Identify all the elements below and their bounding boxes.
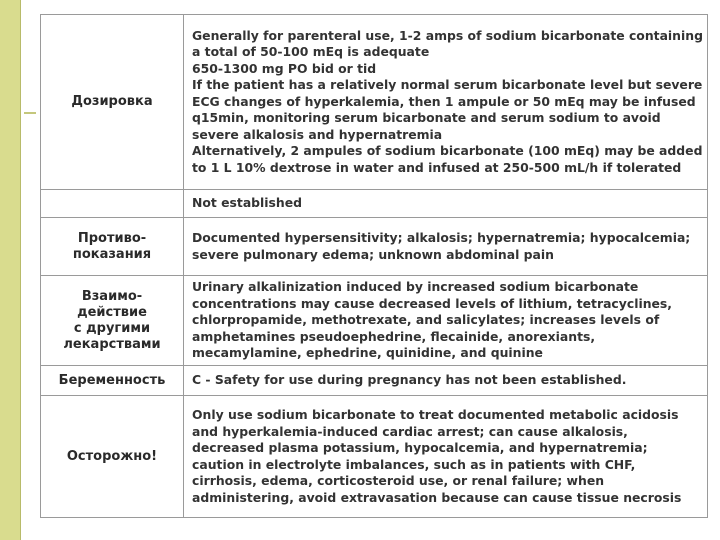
dosage-content [184, 15, 708, 190]
contraindications-label: Противо- показания [41, 218, 184, 276]
slide-accent-bar [0, 0, 20, 540]
interactions-content: Urinary alkalinization induced by increased sodium bicarbonate concentrations may cause decreased levels of lithium, tetracyclines, chlorpropamide, methotrexate, and salicylates; increases levels of amphetamines pseudoephedrine, flecainide, anorexiants, mecamylamine, ephedrine, quinidine, and quinine [184, 276, 708, 366]
caution-content: Only use sodium bicarbonate to treat documented metabolic acidosis and hyperkalemia-induced cardiac arrest; can cause alkalosis, decreased plasma potassium, hypocalcemia, and hypernatremia; caution in electrolyte imbalances, such as in patients with CHF, cirrhosis, edema, corticosteroid use, or renal failure; when administering, avoid extravasation because can cause tissue necrosis [184, 396, 708, 518]
table-row-contraindications [41, 218, 708, 276]
dosage-paragraph: Alternatively, 2 ampules of sodium bicarbonate (100 mEq) may be added to 1 L 10% dextrose in water and infused at 250-500 mL/h if tolerated [192, 143, 703, 175]
pregnancy-content: C - Safety for use during pregnancy has not been established. [184, 366, 708, 396]
dosage-paragraph: 650-1300 mg PO bid or tid [192, 60, 377, 76]
decorative-tick [24, 112, 36, 114]
table-row-interactions [41, 276, 708, 366]
drug-info-table [40, 14, 708, 518]
caution-label: Осторожно! [41, 396, 184, 518]
pregnancy-label: Беременность [41, 366, 184, 396]
dosage-paragraph: If the patient has a relatively normal serum bicarbonate level but severe ECG changes of hyperkalemia, then 1 ampule or 50 mEq may be infused q15min, monitoring serum bicarbonate and serum sodium to avoid severe alkalosis and hypernatremia [192, 77, 703, 142]
dosage-paragraph: Generally for parenteral use, 1-2 amps of sodium bicarbonate containing a total of 50-100 mEq is adequate [192, 27, 703, 60]
dosage-label: Дозировка [41, 15, 184, 190]
table-row-pregnancy [41, 366, 708, 396]
dosage-extra-content: Not established [184, 190, 708, 218]
interactions-label: Взаимо- действие с другими лекарствами [41, 276, 184, 366]
slide-accent-line [20, 0, 21, 540]
table-row-caution [41, 396, 708, 518]
table-row-dosage [41, 15, 708, 190]
table-row-dosage-extra [41, 190, 708, 218]
dosage-extra-label [41, 190, 184, 218]
contraindications-content: Documented hypersensitivity; alkalosis; hypernatremia; hypocalcemia; severe pulmonary edema; unknown abdominal pain [184, 218, 708, 276]
